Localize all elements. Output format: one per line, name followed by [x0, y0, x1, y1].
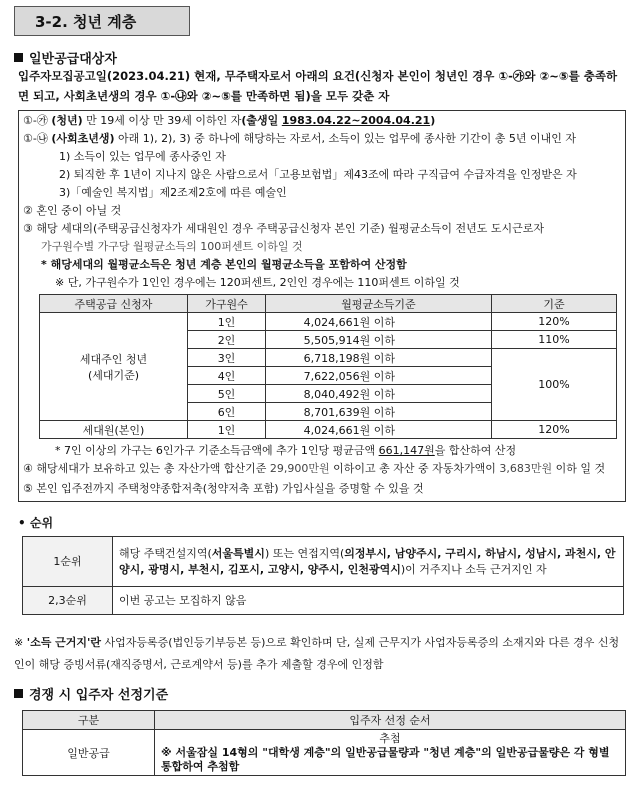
selection-heading [14, 684, 168, 703]
income-amount [266, 385, 492, 403]
ranking-table [22, 536, 624, 615]
income-std: 100% [492, 349, 617, 421]
general-intro: 입주자모집공고일(2023.04.21) 현재, 무주택자로서 아래의 요건(신청자 본인이 청년인 경우 ①-㉮와 ②~⑤를 충족하면 되고, 사회초년생의 경우 ①-㉯와 ②~⑤를 만족하면 됨)을 모두 갖춘 자 [18, 69, 618, 103]
selection-row-value [155, 730, 626, 776]
income-size: 5인 [188, 385, 266, 403]
income-header-size: 가구원수 [188, 295, 266, 313]
income-size: 4인 [188, 367, 266, 385]
ranking-first-regions: 의정부시, 남양주시, 구리시, 하남시, 성남시, 과천시, 안양시, 광명시, 부천시, 김포시, 고양시, 양주시, 인천광역시 [119, 546, 616, 576]
ranking-first-mid: ) 또는 연접지역( [264, 546, 345, 560]
condition-unmarried: ② 혼인 중이 아닐 것 [23, 204, 122, 217]
square-bullet-icon [14, 689, 23, 698]
income-unit: 이하 [373, 369, 395, 383]
condition-newcomer-label: (사회초년생) [51, 132, 115, 145]
income-table-note [55, 443, 516, 459]
condition-assets [23, 461, 605, 477]
condition-assets-mid: 이하이고 총 자산 중 자동차가액이 [333, 462, 496, 475]
income-value: 8,040,492원 [303, 387, 371, 401]
condition-youth-label: (청년) [51, 114, 83, 127]
income-std: 120% [492, 313, 617, 331]
condition-newcomer-sub2: 2) 퇴직한 후 1년이 지나지 않은 사람으로서「고용보험법」제43조에 따라 구직급여 수급자격을 인정받은 자 [59, 168, 577, 181]
income-std: 110% [492, 331, 617, 349]
ranking-second-key: 2,3순위 [23, 587, 113, 615]
income-table-note-amount: 661,147원 [378, 444, 435, 457]
selection-row-key: 일반공급 [23, 730, 155, 776]
income-group1-label [40, 313, 188, 421]
income-unit: 이하 [373, 405, 395, 419]
table-row [23, 587, 624, 615]
general-supply-heading [14, 48, 117, 67]
income-amount [266, 331, 492, 349]
condition-youth-text: 만 19세 이상 만 39세 이하인 자 [86, 114, 242, 127]
income-amount [266, 367, 492, 385]
table-row [40, 421, 617, 439]
condition-assets-car: 3,683만원 [499, 462, 553, 475]
condition-newcomer-sub3: 3)「예술인 복지법」제2조제2호에 따른 예술인 [59, 186, 287, 199]
income-value: 6,718,198원 [303, 351, 371, 365]
income-unit: 이하 [373, 315, 395, 329]
income-header-std: 기준 [492, 295, 617, 313]
section-title: 3-2. 청년 계층 [14, 6, 190, 36]
income-group2-label: 세대원(본인) [40, 421, 188, 439]
table-row [23, 730, 626, 776]
income-unit: 이하 [373, 387, 395, 401]
income-base-note-text: 사업자등록증(법인등기부등본 등)으로 확인하며 단, 실제 근무지가 사업자등록증의 소재지와 다른 경우 신청인이 해당 증빙서류(재직증명서, 근로계약서 등)를 추가 제출할 경우에 인정함 [14, 636, 620, 671]
income-size: 6인 [188, 403, 266, 421]
ranking-first-key: 1순위 [23, 537, 113, 587]
income-table-note-post: 을 합산하여 산정 [434, 444, 517, 457]
condition-newcomer-text: 아래 1), 2), 3) 중 하나에 해당하는 자로서, 소득이 있는 업무에 종사한 기간이 총 5년 이내인 자 [118, 132, 576, 145]
condition-income-note2: ※ 단, 가구원수가 1인인 경우에는 120퍼센트, 2인인 경우에는 110퍼센트 이하일 것 [55, 276, 460, 289]
condition-income: ③ 해당 세대의(주택공급신청자가 세대원인 경우 주택공급신청자 본인 기준) 월평균소득이 전년도 도시근로자 [23, 222, 544, 235]
income-table [39, 294, 617, 439]
condition-newcomer [23, 131, 576, 147]
income-table-note-pre: * 7인 이상의 가구는 6인가구 기준소득금액에 추가 1인당 평균금액 [55, 444, 376, 457]
table-row [23, 537, 624, 587]
selection-header-order: 입주자 선정 순서 [155, 711, 626, 730]
ranking-first-seoul: 서울특별시 [211, 546, 265, 560]
income-header-applicant: 주택공급 신청자 [40, 295, 188, 313]
selection-header-category: 구분 [23, 711, 155, 730]
ranking-second-text: 이번 공고는 모집하지 않음 [113, 587, 624, 615]
selection-row-line2: ※ 서울잠실 14형의 "대학생 계층"의 일반공급물량과 "청년 계층"의 일반공급물량은 각 형별 통합하여 추첨함 [161, 746, 610, 773]
income-value: 7,622,056원 [303, 369, 371, 383]
income-std: 120% [492, 421, 617, 439]
square-bullet-icon [14, 53, 23, 62]
income-unit: 이하 [373, 333, 395, 347]
general-supply-heading-text: 일반공급대상자 [29, 52, 117, 67]
income-amount [266, 403, 492, 421]
income-base-note-term: '소득 근거지'란 [26, 636, 102, 649]
income-size: 1인 [188, 313, 266, 331]
condition-youth-mark: ①-㉮ [23, 114, 48, 127]
ranking-first-text [113, 537, 624, 587]
income-value: 4,024,661원 [303, 423, 371, 437]
requirements-box [18, 110, 626, 502]
ranking-first-pre: 해당 주택건설지역( [119, 546, 212, 560]
income-base-note [14, 632, 628, 676]
income-size: 3인 [188, 349, 266, 367]
income-amount [266, 349, 492, 367]
condition-assets-pre: ④ 해당세대가 보유하고 있는 총 자산가액 합산기준 [23, 462, 267, 475]
condition-assets-post: 이하 일 것 [555, 462, 606, 475]
condition-assets-total: 29,900만원 [269, 462, 330, 475]
income-size: 2인 [188, 331, 266, 349]
income-unit: 이하 [373, 423, 395, 437]
condition-income-cont: 가구원수별 가구당 월평균소득의 100퍼센트 이하일 것 [41, 240, 303, 253]
condition-income-note: * 해당세대의 월평균소득은 청년 계층 본인의 월평균소득을 포함하여 산정함 [41, 258, 407, 271]
income-base-note-mark: ※ [14, 636, 24, 649]
condition-newcomer-sub1: 1) 소득이 있는 업무에 종사중인 자 [59, 150, 226, 163]
income-amount [266, 313, 492, 331]
condition-youth-birth: 1983.04.22~2004.04.21 [281, 114, 431, 127]
income-value: 4,024,661원 [303, 315, 371, 329]
table-row [40, 313, 617, 331]
condition-newcomer-mark: ①-㉯ [23, 132, 48, 145]
condition-youth-birth-pre: (출생일 [241, 114, 279, 127]
income-group1-label-line2: (세대기준) [87, 368, 140, 382]
income-value: 5,505,914원 [303, 333, 371, 347]
selection-row-line1: 추첨 [379, 732, 401, 745]
selection-heading-text: 경쟁 시 입주자 선정기준 [29, 688, 169, 703]
condition-savings: ⑤ 본인 입주전까지 주택청약종합저축(청약저축 포함) 가입사실을 증명할 수 있을 것 [23, 482, 424, 495]
ranking-first-post: )이 거주지나 소득 근거지인 자 [400, 562, 547, 576]
selection-table-header [23, 711, 626, 730]
income-size: 1인 [188, 421, 266, 439]
income-amount [266, 421, 492, 439]
income-unit: 이하 [373, 351, 395, 365]
selection-table [22, 710, 626, 776]
condition-youth [23, 113, 435, 129]
income-group1-label-line1: 세대주인 청년 [79, 352, 148, 366]
ranking-label: • 순위 [18, 516, 54, 530]
income-header-income: 월평균소득기준 [266, 295, 492, 313]
income-table-header [40, 295, 617, 313]
income-value: 8,701,639원 [303, 405, 371, 419]
condition-youth-birth-post: ) [430, 114, 436, 127]
